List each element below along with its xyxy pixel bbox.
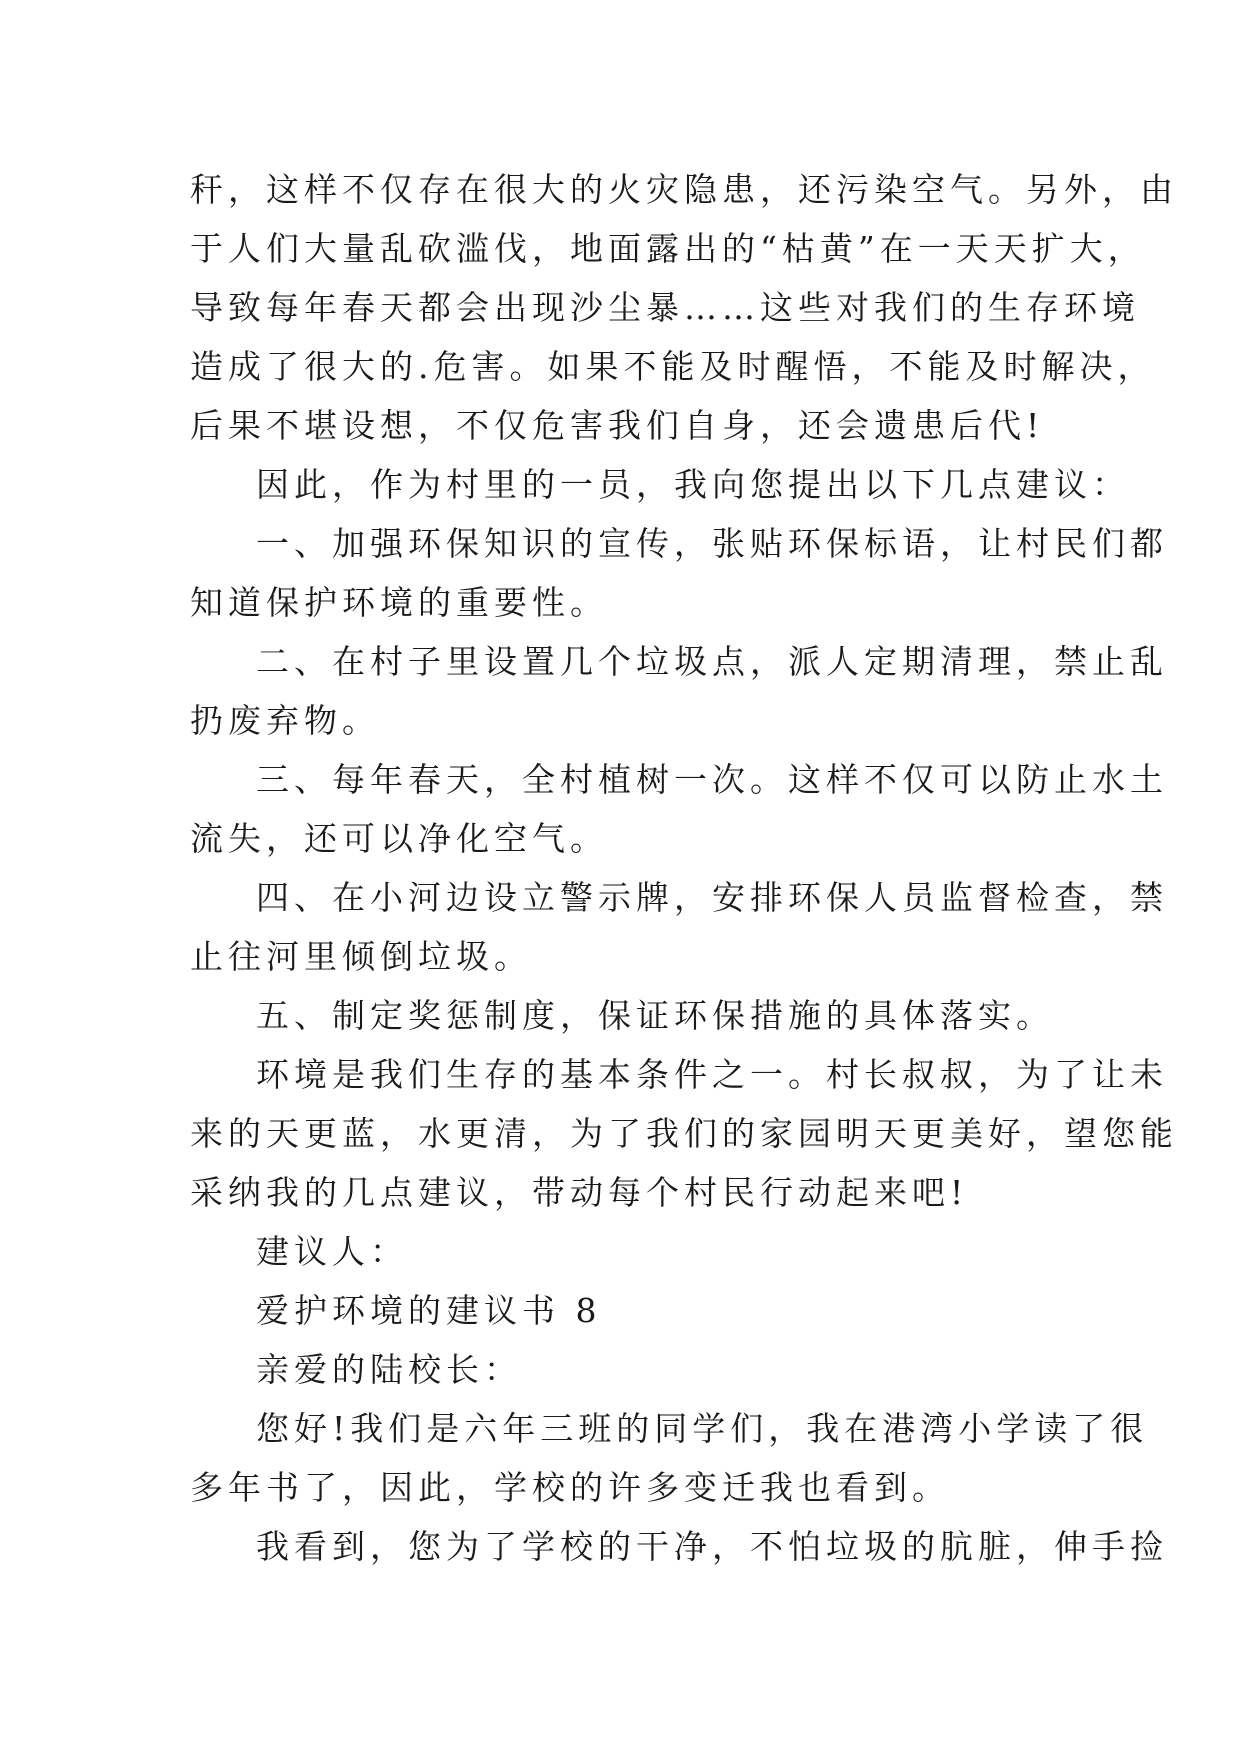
section-title: 爱护环境的建议书 8 xyxy=(256,1291,602,1330)
text-line: 流失，还可以净化空气。 xyxy=(190,819,608,858)
text-line: 造成了很大的.危害。如果不能及时醒悟，不能及时解决， xyxy=(190,347,1156,386)
signature-label: 建议人： xyxy=(256,1232,408,1271)
document-body xyxy=(190,160,1178,1576)
letter-salutation: 亲爱的陆校长： xyxy=(256,1350,522,1389)
text-line: 采纳我的几点建议，带动每个村民行动起来吧! xyxy=(190,1173,969,1212)
text-line: 止往河里倾倒垃圾。 xyxy=(190,937,532,976)
text-line: 因此，作为村里的一员，我向您提出以下几点建议： xyxy=(256,465,1130,504)
text-line: 后果不堪设想，不仅危害我们自身，还会遗患后代! xyxy=(190,406,1045,445)
suggestion-5-line: 五、制定奖惩制度，保证环保措施的具体落实。 xyxy=(256,996,1054,1035)
suggestion-4-line: 四、在小河边设立警示牌，安排环保人员监督检查，禁 xyxy=(256,878,1168,917)
text-line: 环境是我们生存的基本条件之一。村长叔叔，为了让未 xyxy=(256,1055,1168,1094)
text-line: 多年书了，因此，学校的许多变迁我也看到。 xyxy=(190,1468,950,1507)
text-line: 知道保护环境的重要性。 xyxy=(190,583,608,622)
text-line: 导致每年春天都会出现沙尘暴……这些对我们的生存环境 xyxy=(190,288,1140,327)
text-line: 扔废弃物。 xyxy=(190,701,380,740)
suggestion-2-line: 二、在村子里设置几个垃圾点，派人定期清理，禁止乱 xyxy=(256,642,1168,681)
suggestion-3-line: 三、每年春天，全村植树一次。这样不仅可以防止水土 xyxy=(256,760,1168,799)
text-line: 于人们大量乱砍滥伐，地面露出的“枯黄”在一天天扩大， xyxy=(190,229,1146,268)
text-line: 来的天更蓝，水更清，为了我们的家园明天更美好，望您能 xyxy=(190,1114,1178,1153)
text-line: 秆，这样不仅存在很大的火灾隐患，还污染空气。另外，由 xyxy=(190,170,1178,209)
text-line: 您好!我们是六年三班的同学们，我在港湾小学读了很 xyxy=(256,1409,1149,1448)
suggestion-1-line: 一、加强环保知识的宣传，张贴环保标语，让村民们都 xyxy=(256,524,1168,563)
text-line: 我看到，您为了学校的干净，不怕垃圾的肮脏，伸手捡 xyxy=(256,1527,1168,1566)
